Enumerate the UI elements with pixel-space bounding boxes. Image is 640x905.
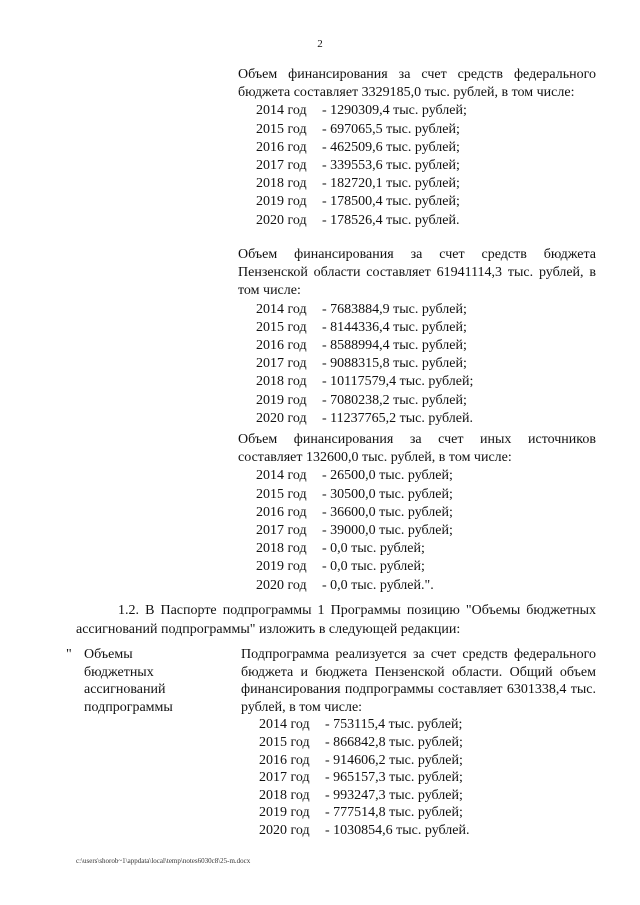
year-label: 2015 год (259, 734, 310, 750)
funding-year-row (238, 577, 596, 595)
funding-year-row (238, 355, 596, 373)
other-funding-intro: Объем финансирования за счет иных источников составляет 132600,0 тыс. рублей, в том числе: (238, 432, 596, 466)
year-amount: - 9088315,8 тыс. рублей; (322, 356, 467, 372)
year-label: 2020 год (259, 822, 310, 838)
year-amount: - 0,0 тыс. рублей.". (322, 577, 434, 593)
funding-year-row (241, 716, 596, 734)
table-label-line: подпрограммы (84, 699, 173, 715)
funding-year-row (241, 822, 596, 840)
table-label-line: ассигнований (84, 682, 166, 698)
other-funding-list (238, 467, 596, 594)
year-amount: - 7080238,2 тыс. рублей; (322, 392, 467, 408)
regional-funding-intro: Объем финансирования за счет средств бюджета Пензенской области составляет 61941114,3 тыс. рублей, в том числе: (238, 247, 596, 299)
funding-year-row (238, 301, 596, 319)
year-label: 2019 год (259, 805, 310, 821)
year-label: 2016 год (256, 338, 307, 354)
funding-year-row (238, 467, 596, 485)
year-label: 2018 год (256, 374, 307, 390)
year-amount: - 8144336,4 тыс. рублей; (322, 319, 467, 335)
year-label: 2018 год (256, 176, 307, 192)
year-amount: - 178500,4 тыс. рублей; (322, 194, 460, 210)
year-label: 2015 год (256, 486, 307, 502)
table-label-line: Объемы (84, 647, 133, 662)
funding-year-row (238, 337, 596, 355)
year-amount: - 39000,0 тыс. рублей; (322, 523, 453, 539)
year-amount: - 1030854,6 тыс. рублей. (325, 822, 470, 838)
regional-funding-list (238, 301, 596, 428)
table-label-line: бюджетных (84, 664, 154, 680)
year-label: 2014 год (259, 717, 310, 733)
year-label: 2017 год (256, 523, 307, 539)
funding-year-row (241, 752, 596, 770)
year-label: 2020 год (256, 410, 307, 426)
year-label: 2019 год (256, 392, 307, 408)
year-amount: - 182720,1 тыс. рублей; (322, 176, 460, 192)
federal-funding-block (238, 66, 596, 230)
federal-funding-list (238, 102, 596, 229)
year-amount: - 339553,6 тыс. рублей; (322, 158, 460, 174)
year-amount: - 697065,5 тыс. рублей; (322, 121, 460, 137)
funding-year-row (238, 410, 596, 428)
year-amount: - 965157,3 тыс. рублей; (325, 770, 463, 786)
year-amount: - 0,0 тыс. рублей; (322, 559, 425, 575)
funding-year-row (238, 504, 596, 522)
funding-year-row (238, 193, 596, 211)
table-label-cell (84, 646, 224, 716)
funding-year-row (238, 486, 596, 504)
year-label: 2014 год (256, 301, 307, 317)
year-amount: - 11237765,2 тыс. рублей. (322, 410, 473, 426)
funding-year-row (241, 804, 596, 822)
other-funding-block (238, 431, 596, 595)
funding-year-row (241, 734, 596, 752)
funding-year-row (238, 522, 596, 540)
year-amount: - 178526,4 тыс. рублей. (322, 212, 460, 228)
year-label: 2015 год (256, 319, 307, 335)
funding-year-row (241, 769, 596, 787)
funding-year-row (238, 319, 596, 337)
year-label: 2016 год (259, 752, 310, 768)
year-amount: - 866842,8 тыс. рублей; (325, 734, 463, 750)
year-label: 2019 год (256, 559, 307, 575)
funding-year-row (238, 540, 596, 558)
funding-year-row (238, 157, 596, 175)
funding-year-row (238, 175, 596, 193)
year-label: 2018 год (256, 541, 307, 557)
year-label: 2016 год (256, 504, 307, 520)
year-label: 2015 год (256, 121, 307, 137)
year-amount: - 7683884,9 тыс. рублей; (322, 301, 467, 317)
year-label: 2019 год (256, 194, 307, 210)
amendment-paragraph: 1.2. В Паспорте подпрограммы 1 Программы позицию "Объемы бюджетных ассигнований подпрограммы" изложить в следующей редакции: (76, 603, 596, 637)
footer-file-path: c:\users\shorob~1\appdata\local\temp\notes6030c8\25-m.docx (76, 857, 251, 865)
year-label: 2014 год (256, 468, 307, 484)
regional-funding-block (238, 246, 596, 428)
table-value-cell (241, 646, 596, 840)
year-label: 2017 год (259, 770, 310, 786)
funding-year-row (238, 558, 596, 576)
funding-year-row (241, 787, 596, 805)
year-amount: - 777514,8 тыс. рублей; (325, 805, 463, 821)
year-label: 2020 год (256, 212, 307, 228)
year-amount: - 26500,0 тыс. рублей; (322, 468, 453, 484)
federal-funding-intro: Объем финансирования за счет средств федерального бюджета составляет 3329185,0 тыс. рублей, в том числе: (238, 67, 596, 101)
subprogram-funding-intro: Подпрограмма реализуется за счет средств федерального бюджета и бюджета Пензенской области. Общий объем финансирования подпрограммы составляет 6301338,4 тыс. рублей, в том числе: (241, 647, 596, 715)
year-amount: - 1290309,4 тыс. рублей; (322, 103, 467, 119)
year-amount: - 30500,0 тыс. рублей; (322, 486, 453, 502)
opening-quote-mark: " (66, 647, 72, 662)
year-amount: - 462509,6 тыс. рублей; (322, 139, 460, 155)
funding-year-row (238, 212, 596, 230)
year-label: 2016 год (256, 139, 307, 155)
year-amount: - 753115,4 тыс. рублей; (325, 717, 463, 733)
funding-year-row (238, 139, 596, 157)
year-amount: - 914606,2 тыс. рублей; (325, 752, 463, 768)
subprogram-funding-list (241, 716, 596, 839)
page-number: 2 (317, 38, 323, 50)
year-amount: - 36600,0 тыс. рублей; (322, 504, 453, 520)
funding-year-row (238, 102, 596, 120)
year-label: 2020 год (256, 577, 307, 593)
funding-year-row (238, 373, 596, 391)
funding-year-row (238, 392, 596, 410)
year-amount: - 0,0 тыс. рублей; (322, 541, 425, 557)
year-label: 2014 год (256, 103, 307, 119)
year-label: 2018 год (259, 787, 310, 803)
year-amount: - 993247,3 тыс. рублей; (325, 787, 463, 803)
year-amount: - 10117579,4 тыс. рублей; (322, 374, 474, 390)
year-label: 2017 год (256, 356, 307, 372)
year-label: 2017 год (256, 158, 307, 174)
funding-year-row (238, 121, 596, 139)
year-amount: - 8588994,4 тыс. рублей; (322, 338, 467, 354)
